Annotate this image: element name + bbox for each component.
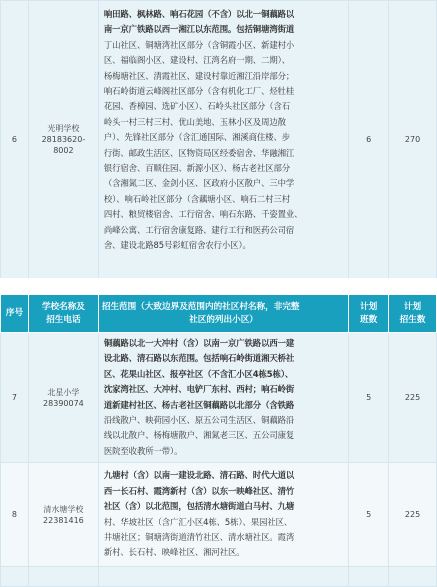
header-school	[28, 295, 98, 333]
school-phone-line: 28183620-	[41, 135, 86, 144]
range-line: 四村、粮贸楼宿舍、工行宿舍、响石东路、千姿置业、	[103, 209, 303, 220]
row-cell	[389, 567, 437, 587]
header-school-line: 招生电话	[46, 314, 81, 325]
school-name: 光明学校	[47, 124, 80, 133]
range-line: 铜藕路以北一大冲村（含）以南一京广铁路以西一建	[103, 337, 295, 348]
range-line: 响田路、枫林路、响石花园（不含）以北一铜藕路以	[103, 9, 295, 19]
range-line: 校）、响石岭社区部分（含藕塘小区、响石二村三村	[103, 193, 290, 204]
range-line: 丁山社区、铜塘湾社区部分（含铜霞小区、新建村小	[103, 39, 295, 50]
planned-classes: 5	[349, 333, 389, 463]
enrollment-range	[98, 463, 348, 567]
range-line: 设北路、清石路以东范围。包括响石岭街道湘天桥社	[103, 353, 295, 364]
enrollment-range	[98, 333, 348, 463]
header-school-line: 学校名称及	[41, 301, 85, 312]
range-line: 区、福临阁小区、建设村、江湾名府一期、二期）、	[103, 55, 290, 66]
row-cell	[98, 567, 348, 587]
header-classes-line: 班数	[360, 314, 378, 325]
row-cell	[1, 567, 29, 587]
school-cell	[28, 1, 98, 279]
table-row	[1, 463, 437, 567]
range-line: 银行宿舍、百顺住园、新源小区）、杨古老社区部分	[103, 163, 290, 174]
enrollment-table-top	[0, 0, 437, 279]
range-line: 沿线散户、映荷园小区、原五公司生活区、铜藕路沿	[103, 414, 295, 425]
row-number: 8	[1, 463, 29, 567]
range-line: 花园、香樟园、选矿小区）、石岭头社区部分（含石	[103, 101, 290, 112]
range-line: 行街、邮政生活区、区物资局区经委宿舍、华融湘江	[103, 147, 295, 158]
header-range-line: 招生范围（大致边界及范围内的社区村名称，非完整	[101, 301, 300, 312]
range-line: 井塘社区；铜塘湾街道清竹社区、清水塘社区。霞湾	[103, 531, 295, 542]
row-number: 7	[1, 333, 29, 463]
planned-students: 225	[389, 463, 437, 567]
table-header-row	[1, 295, 437, 333]
row-cell	[28, 567, 98, 587]
row-cell	[349, 567, 389, 587]
row-number: 6	[1, 1, 29, 279]
table-gap	[0, 278, 437, 294]
header-students	[389, 295, 437, 333]
school-name: 清水塘学校	[43, 504, 84, 514]
header-students-line: 招生数	[399, 314, 426, 325]
school-cell	[28, 463, 98, 567]
table-row-partial	[1, 567, 437, 587]
enrollment-range	[98, 1, 348, 279]
header-no: 序号	[1, 295, 29, 333]
range-line: 舍、建设北路85号彩虹宿舍农行小区）。	[103, 240, 251, 251]
school-cell	[28, 333, 98, 463]
planned-students: 225	[389, 333, 437, 463]
header-classes	[349, 295, 389, 333]
header-classes-line: 计划	[360, 301, 378, 312]
table-row	[1, 1, 437, 279]
range-line: 杨梅塘社区、清霞社区、建设村靠近湘江沿岸部分；	[103, 70, 295, 81]
range-line: 岭头一村三村三村、优山美地、玉林小区及周边散	[103, 116, 286, 127]
range-line: 户）、先锋社区部分（含汇通国际、湘溪商住楼、步	[103, 132, 290, 143]
header-students-line: 计划	[403, 301, 422, 312]
range-line: 响石岭街道云峰阁社区部分（含有机化工厂、烃牡桂	[103, 86, 295, 97]
range-line: （含湘氮二区、金剑小区、区政府小区散户、三中学	[103, 178, 295, 189]
school-name: 北星小学	[47, 387, 80, 397]
range-line: 南一京广铁路以西一湘江以东范围。包括铜塘湾街道	[103, 24, 295, 35]
range-line: 区、花果山社区、报亭社区（不含汇小区4栋5栋）、	[103, 368, 294, 379]
range-line: 沈家湾社区、大冲村、电铲厂东村、西村；响石岭街	[103, 384, 295, 395]
enrollment-table	[0, 294, 437, 587]
school-phone: 22381416	[43, 515, 84, 525]
range-line: 新村、长石村、映峰社区、湘河社区。	[103, 547, 245, 558]
range-line: 西一长石村、霞湾新村（含）以东一映峰社区、清竹	[103, 485, 295, 496]
planned-classes: 5	[349, 463, 389, 567]
planned-students: 270	[389, 1, 437, 279]
planned-classes: 6	[349, 1, 389, 279]
range-line: 道新建村社区、杨古老社区铜藕路以北部分（含铁路	[103, 399, 295, 410]
range-line: 村、华坡社区（含广汇小区4栋、5栋）、果园社区、	[103, 516, 293, 527]
table-row	[1, 333, 437, 463]
school-phone-line: 8002	[53, 146, 74, 155]
school-phone: 28390074	[43, 398, 84, 408]
range-line: 线以北散户、杨梅塘散户、湘氮老三区、五公司康复	[103, 430, 295, 441]
range-line: 九塘村（含）以南一建设北路、清石路、时代大道以	[103, 470, 295, 481]
header-range	[98, 295, 348, 333]
range-line: 尚峰公寓、工行宿舍康复路、建行工行和医药公司宿	[103, 224, 295, 235]
header-range-line: 社区的列出小区）	[189, 314, 258, 325]
range-line: 医院至收教所一带）。	[103, 445, 183, 456]
range-line: 社区（含）以北范围，包括清水塘街道白马村、九塘	[103, 501, 295, 512]
